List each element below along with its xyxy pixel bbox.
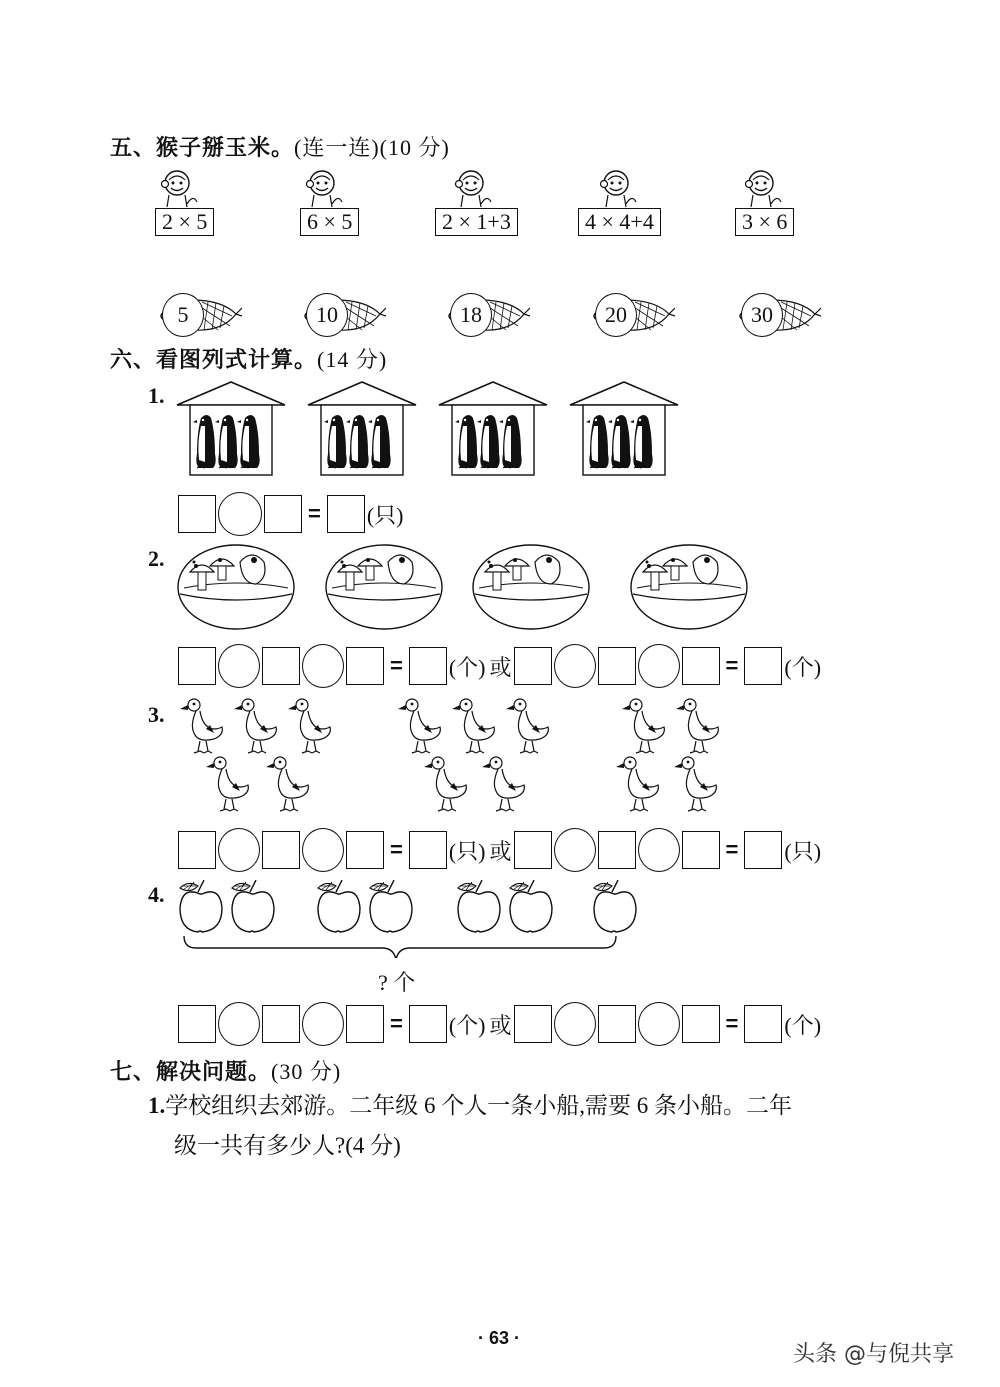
monkey-card-5[interactable] [735,168,794,236]
unit-label: (只) [784,838,822,864]
monkey-expression: 2 × 1+3 [435,208,518,236]
section-7-heading: 七、解决问题。 [110,1060,272,1085]
or-label: 或 [489,1012,512,1038]
answer-box[interactable] [514,1005,552,1043]
operator-circle[interactable] [638,828,680,872]
operator-circle[interactable] [218,644,260,688]
corn-card-5[interactable] [731,290,826,340]
answer-box[interactable] [346,1005,384,1043]
result-box[interactable] [744,647,782,685]
answer-box[interactable] [682,647,720,685]
answer-box[interactable] [598,831,636,869]
answer-box[interactable] [178,495,216,533]
result-box[interactable] [409,831,447,869]
equals-sign: = [390,653,403,678]
corn-card-4[interactable] [585,290,680,340]
answer-box[interactable] [514,831,552,869]
monkey-card-3[interactable] [435,168,518,236]
monkey-expression: 3 × 6 [735,208,794,236]
question-number: 1. [148,383,165,408]
penguin-houses [175,380,775,484]
section-5-subtitle: (连一连)(10 分) [294,135,450,160]
operator-circle[interactable] [554,828,596,872]
q1-answer-row [178,492,406,536]
monkey-icon [155,168,199,208]
operator-circle[interactable] [302,1002,344,1046]
equals-sign: = [390,1011,403,1036]
corn-value: 30 [741,293,783,337]
operator-circle[interactable] [302,828,344,872]
section-5-title [110,131,450,162]
corn-value: 10 [306,293,348,337]
brace-label: ? 个 [378,970,416,995]
mushroom-bowls [172,542,772,638]
house-1 [177,382,285,475]
monkey-expression: 2 × 5 [155,208,214,236]
unit-label: (个) [784,1012,822,1038]
result-box[interactable] [327,495,365,533]
section-7-subtitle: (30 分) [271,1059,342,1084]
answer-box[interactable] [682,831,720,869]
monkey-icon [449,168,493,208]
section-6-subtitle: (14 分) [317,347,388,372]
corn-value: 20 [595,293,637,337]
monkey-icon [594,168,638,208]
corn-card-2[interactable] [296,290,391,340]
unit-label: (个) [448,1012,486,1038]
equals-sign: = [308,501,321,526]
operator-circle[interactable] [554,644,596,688]
equals-sign: = [725,653,739,678]
result-box[interactable] [409,647,447,685]
unit-label: (个) [784,654,822,680]
q4-answer-row [178,1002,823,1046]
answer-box[interactable] [178,647,216,685]
unit-label: (个) [448,654,486,680]
monkey-expression: 4 × 4+4 [578,208,661,236]
operator-circle[interactable] [638,1002,680,1046]
problem-text-line-2: 级一共有多少人?(4 分) [174,1133,401,1158]
answer-box[interactable] [178,1005,216,1043]
answer-box[interactable] [598,1005,636,1043]
operator-circle[interactable] [638,644,680,688]
operator-circle[interactable] [218,828,260,872]
question-number: 4. [148,882,165,907]
operator-circle[interactable] [554,1002,596,1046]
monkey-icon [739,168,783,208]
or-label: 或 [489,654,512,680]
monkey-card-1[interactable] [155,168,214,236]
brace [184,936,616,958]
result-box[interactable] [409,1005,447,1043]
section-6-heading: 六、看图列式计算。 [110,348,318,373]
problem-1 [148,1086,928,1166]
monkey-card-2[interactable] [300,168,359,236]
monkey-card-4[interactable] [578,168,661,236]
question-number: 3. [148,702,165,727]
operator-circle[interactable] [218,492,262,536]
monkey-expression: 6 × 5 [300,208,359,236]
unit-label: (只) [366,502,404,528]
page-number: · 63 · [478,1328,521,1348]
apple-group [172,878,652,962]
or-label: 或 [489,838,512,864]
equals-sign: = [390,837,403,862]
problem-number: 1. [148,1093,166,1118]
equals-sign: = [725,1011,739,1036]
answer-box[interactable] [346,647,384,685]
section-7-title [110,1055,341,1086]
monkey-icon [300,168,344,208]
operator-circle[interactable] [302,644,344,688]
result-box[interactable] [744,1005,782,1043]
answer-box[interactable] [346,831,384,869]
question-number: 2. [148,546,165,571]
answer-box[interactable] [682,1005,720,1043]
goose-groups [172,695,772,824]
operator-circle[interactable] [218,1002,260,1046]
answer-box[interactable] [262,1005,300,1043]
unit-label: (只) [448,838,486,864]
problem-text-line-1: 学校组织去郊游。二年级 6 个人一条小船,需要 6 条小船。二年 [165,1093,792,1118]
penguin-house-illustration [175,380,775,480]
corn-value: 18 [450,293,492,337]
answer-box[interactable] [514,647,552,685]
answer-box[interactable] [262,831,300,869]
corn-value: 5 [162,293,204,337]
answer-box[interactable] [262,647,300,685]
answer-box[interactable] [264,495,302,533]
section-6-title [110,343,387,374]
corn-card-1[interactable] [152,290,247,340]
corn-card-3[interactable] [440,290,535,340]
apple-illustration [172,878,652,958]
answer-box[interactable] [598,647,636,685]
goose-illustration [172,695,772,820]
watermark: 头条 @与倪共享 [793,1342,954,1367]
section-5-heading: 五、猴子掰玉米。 [110,136,295,161]
answer-box[interactable] [178,831,216,869]
mushroom-bowl-illustration [172,542,772,634]
equals-sign: = [725,837,739,862]
q2-answer-row [178,644,823,688]
q3-answer-row [178,828,823,872]
result-box[interactable] [744,831,782,869]
